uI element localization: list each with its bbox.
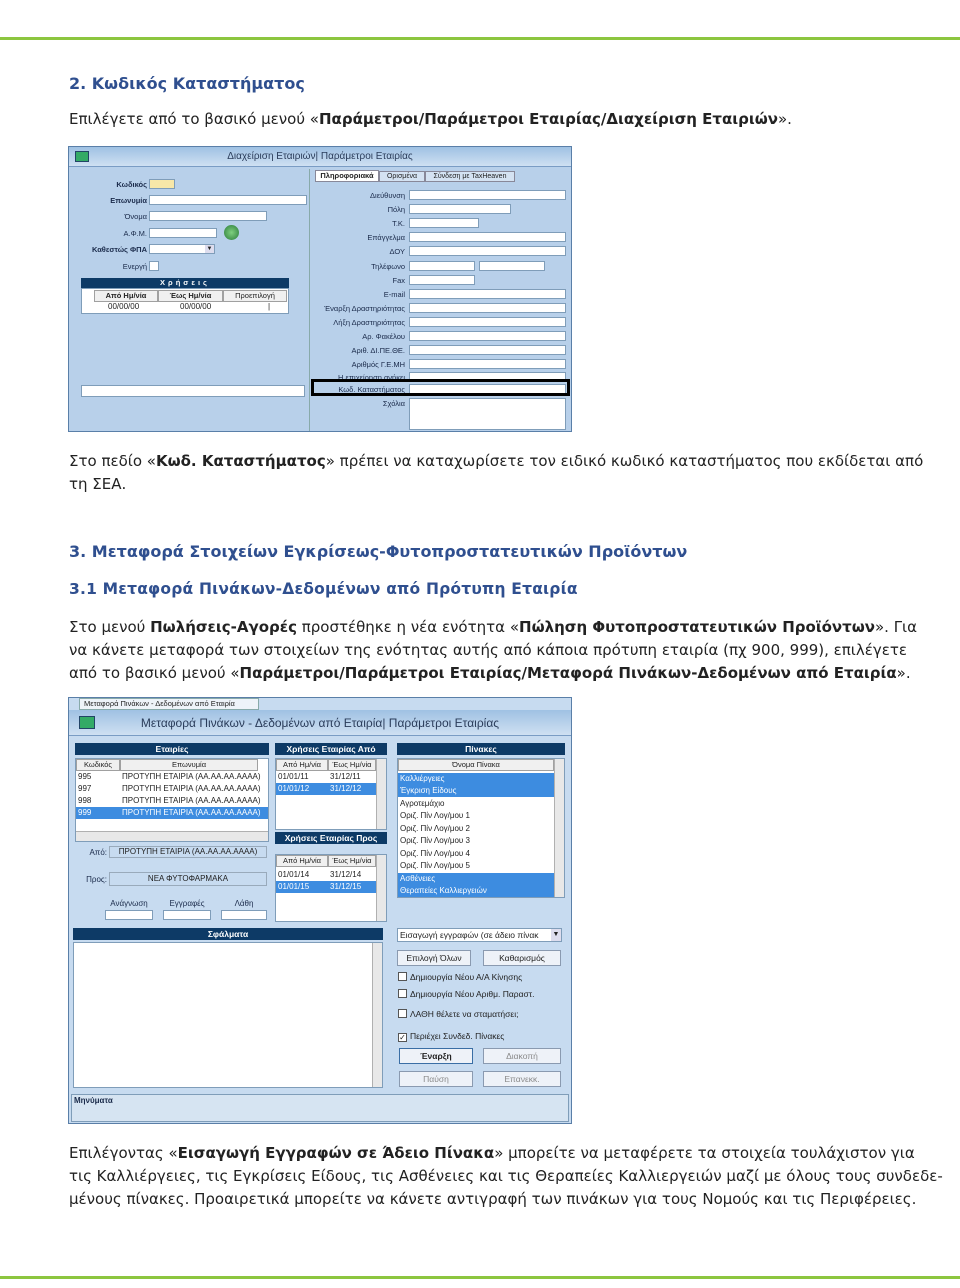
table-row[interactable]: 00/00/00 00/00/00 | — [108, 302, 271, 311]
afm-field[interactable] — [149, 228, 217, 238]
window-title: Μεταφορά Πινάκων - Δεδομένων από Εταιρία| Παράμετροι Εταιρίας — [140, 716, 500, 730]
linked-tables-checkbox[interactable]: ✓ Περιέχει Συνδεδ. Πίνακες — [399, 1031, 505, 1042]
table-row[interactable]: Οριζ. Πίν Λογ/μου 1 — [400, 811, 470, 820]
top-rule — [0, 37, 960, 40]
window-titlebar — [69, 147, 571, 167]
pause-button[interactable]: Παύση — [399, 1071, 473, 1087]
globe-icon[interactable] — [224, 225, 239, 240]
col-default: Προεπιλογή — [223, 290, 287, 302]
col-name: Επωνυμία — [120, 759, 258, 771]
col-to-date: Έως Ημ/νία — [328, 855, 376, 867]
transfer-tables-window — [68, 697, 572, 1124]
section3-paragraph-line1: Στο μενού Πωλήσεις-Αγορές προστέθηκε η νέα ενότητα «Πώληση Φυτοπροστατευτικών Προϊόντων». Για — [69, 618, 918, 636]
years-header: Χρήσεις — [81, 278, 289, 288]
tab-defined[interactable]: Ορισμένα — [379, 171, 425, 182]
start-button[interactable]: Έναρξη — [399, 1048, 473, 1064]
vat-regime-select[interactable] — [149, 244, 215, 254]
select-all-button[interactable]: Επιλογή Όλων — [397, 950, 471, 966]
stop-on-errors-checkbox[interactable]: ΛΑΘΗ θέλετε να σταματήσει; — [398, 1009, 518, 1020]
tax-office-field[interactable] — [409, 246, 566, 256]
start-date-field[interactable] — [409, 303, 566, 313]
table-row[interactable]: 01/01/11 31/12/11 — [278, 772, 361, 781]
tab-info[interactable]: Πληροφοριακά — [315, 170, 379, 182]
closing-line1: Επιλέγοντας «Εισαγωγή Εγγραφών σε Άδειο Πίνακα» μπορείτε να μεταφέρετε τα στοιχεία τουλάχιστον για — [69, 1144, 915, 1162]
new-movement-checkbox[interactable]: Δημιουργία Νέου Α/Α Κίνησης — [398, 972, 522, 983]
profession-field[interactable] — [409, 232, 566, 242]
fax-field[interactable] — [409, 275, 475, 285]
label-city: Πόλη — [387, 205, 405, 214]
window-titlebar — [69, 710, 571, 736]
end-date-field[interactable] — [409, 317, 566, 327]
label-errors: Λάθη — [234, 899, 254, 908]
checkbox-box — [398, 972, 407, 981]
mode-select-value: Εισαγωγή εγγραφών (σε άδειο πίνακ — [400, 930, 539, 940]
read-counter — [105, 910, 153, 920]
col-code: Κωδικός — [76, 759, 120, 771]
to-company-field: ΝΕΑ ΦΥΤΟΦΑΡΜΑΚΑ — [109, 872, 267, 886]
from-company-field: ΠΡΟΤΥΠΗ ΕΤΑΙΡΙΑ (ΑΑ.ΑΑ.ΑΑ.ΑΑΑΑ) — [109, 846, 267, 858]
years-from-header: Χρήσεις Εταιρίας Από — [275, 743, 387, 755]
bottom-rule — [0, 1276, 960, 1279]
table-row[interactable]: 998 ΠΡΟΤΥΠΗ ΕΤΑΙΡΙΑ (ΑΑ.ΑΑ.ΑΑ.ΑΑΑΑ) — [78, 796, 261, 805]
store-code-highlight — [311, 379, 570, 396]
years-grid — [81, 288, 289, 314]
status-field — [81, 385, 305, 397]
col-to-date: Έως Ημ/νία — [158, 290, 223, 302]
section3-paragraph-line2: να κάνετε μεταφορά των στοιχείων της ενότητας αυτής από κάποια πρότυπη εταιρία (πχ 900, 999), επιλέγετε — [69, 641, 907, 659]
errors-header: Σφάλματα — [73, 928, 383, 940]
label-tax-office: ΔΟΥ — [389, 247, 405, 256]
city-field[interactable] — [409, 204, 511, 214]
label-email: E-mail — [383, 290, 405, 299]
label-gemi: Αριθμός Γ.Ε.ΜΗ — [351, 360, 405, 369]
companies-grid — [75, 758, 269, 842]
label-postcode: Τ.Κ. — [392, 219, 405, 228]
name-field[interactable] — [149, 195, 307, 205]
label-active: Ενεργή — [122, 262, 147, 271]
messages-panel — [71, 1094, 569, 1122]
check-icon: ✓ — [399, 1033, 406, 1042]
table-row-selected[interactable]: Θεραπείες Καλλιεργειών — [398, 885, 554, 897]
label-read: Ανάγνωση — [110, 899, 148, 908]
col-from-date: Από Ημ/νία — [276, 759, 328, 771]
vertical-scrollbar[interactable] — [376, 759, 386, 829]
table-row[interactable]: 995 ΠΡΟΤΥΠΗ ΕΤΑΙΡΙΑ (ΑΑ.ΑΑ.ΑΑ.ΑΑΑΑ) — [78, 772, 261, 781]
label-file-number: Αρ. Φακέλου — [362, 332, 405, 341]
label-name: Επωνυμία — [110, 196, 147, 205]
comments-field[interactable] — [409, 398, 566, 430]
label-phone: Τηλέφωνο — [371, 262, 405, 271]
short-name-field[interactable] — [149, 211, 267, 221]
dipethe-field[interactable] — [409, 345, 566, 355]
records-counter — [163, 910, 211, 920]
table-row[interactable]: Οριζ. Πίν Λογ/μου 3 — [400, 836, 470, 845]
clear-button[interactable]: Καθαρισμός — [483, 950, 561, 966]
table-row[interactable]: Οριζ. Πίν Λογ/μου 5 — [400, 861, 470, 870]
checkbox-box — [398, 989, 407, 998]
horizontal-scrollbar[interactable] — [76, 831, 268, 841]
phone-field[interactable] — [409, 261, 475, 271]
label-dipethe: Αριθ. ΔΙ.ΠΕ.ΘΕ. — [351, 346, 405, 355]
section2-after: Στο πεδίο «Κωδ. Καταστήματος» πρέπει να καταχωρίσετε τον ειδικό κωδικό καταστήματος που εκδίδεται από — [69, 452, 924, 470]
table-row[interactable]: 997 ΠΡΟΤΥΠΗ ΕΤΑΙΡΙΑ (ΑΑ.ΑΑ.ΑΑ.ΑΑΑΑ) — [78, 784, 261, 793]
table-row-selected[interactable]: Έγκριση Είδους — [398, 785, 554, 797]
window-tab[interactable]: Μεταφορά Πινάκων - Δεδομένων από Εταιρία — [79, 698, 259, 710]
vertical-scrollbar[interactable] — [554, 759, 564, 897]
section2-heading: 2. Κωδικός Καταστήματος — [69, 74, 305, 93]
col-from-date: Από Ημ/νία — [94, 290, 158, 302]
label-afm: Α.Φ.Μ. — [123, 229, 147, 238]
table-row[interactable]: Οριζ. Πίν Λογ/μου 4 — [400, 849, 470, 858]
label-records: Εγγραφές — [169, 899, 205, 908]
table-row-selected[interactable]: Καλλιέργειες — [398, 773, 554, 785]
section3-heading: 3. Μεταφορά Στοιχείων Εγκρίσεως-Φυτοπροστατευτικών Προϊόντων — [69, 542, 688, 561]
label-comments: Σχόλια — [382, 399, 405, 408]
resume-button[interactable]: Επανεκκ. — [483, 1071, 561, 1087]
col-to-date: Έως Ημ/νία — [328, 759, 376, 771]
mode-select[interactable] — [397, 928, 562, 942]
closing-line2: τις Καλλιέργειες, τις Εγκρίσεις Είδους, τις Ασθένειες και τις Θεραπείες Καλλιεργειών μαζί με όλους τους συνδεδε- — [69, 1167, 943, 1185]
chevron-down-icon: ▼ — [551, 929, 561, 941]
table-row-selected[interactable]: 999 ΠΡΟΤΥΠΗ ΕΤΑΙΡΙΑ (ΑΑ.ΑΑ.ΑΑ.ΑΑΑΑ) — [76, 807, 268, 819]
chevron-down-icon: ▼ — [206, 246, 213, 252]
tab-taxheaven[interactable]: Σύνδεση με TaxHeaven — [425, 171, 515, 182]
section3-subheading: 3.1 Μεταφορά Πινάκων-Δεδομένων από Πρότυπη Εταιρία — [69, 580, 578, 598]
tables-header: Πίνακες — [397, 743, 565, 755]
table-row-selected[interactable]: 01/01/12 31/12/12 — [276, 783, 376, 795]
tables-grid — [397, 758, 565, 898]
years-to-grid — [275, 854, 387, 922]
years-from-grid — [275, 758, 387, 830]
label-vat-regime: Καθεστώς ΦΠΑ — [91, 245, 147, 254]
code-field[interactable] — [149, 179, 175, 189]
label-to: Προς: — [86, 875, 107, 884]
section2-intro: Επιλέγετε από το βασικό μενού «Παράμετροι/Παράμετροι Εταιρίας/Διαχείριση Εταιριών». — [69, 110, 792, 128]
section2-after-line2: τη ΣΕΑ. — [69, 475, 127, 493]
label-short-name: Όνομα — [124, 212, 147, 221]
table-row-selected[interactable]: Ασθένειες — [398, 873, 554, 885]
col-table-name: Όνομα Πίνακα — [398, 759, 554, 771]
closing-line3: μένους πίνακες. Προαιρετικά μπορείτε να κάνετε αντιγραφή των πινάκων για τους Νομούς και τις Περιφέρειες. — [69, 1190, 917, 1208]
messages-label: Μηνύματα — [74, 1096, 113, 1105]
address-field[interactable] — [409, 190, 566, 200]
table-row[interactable]: Αγροτεμάχιο — [400, 799, 445, 808]
label-profession: Επάγγελμα — [367, 233, 405, 242]
companies-header: Εταιρίες — [75, 743, 269, 755]
table-row-selected[interactable]: 01/01/15 31/12/15 — [276, 881, 376, 893]
vertical-scrollbar[interactable] — [376, 855, 386, 921]
label-end-date: Λήξη Δραστηριότητας — [333, 318, 405, 327]
label-start-date: Έναρξη Δραστηριότητας — [324, 304, 405, 313]
errors-counter — [221, 910, 267, 920]
years-to-header: Χρήσεις Εταιρίας Προς — [275, 832, 387, 844]
company-management-window — [68, 146, 572, 432]
label-code: Κωδικός — [116, 180, 147, 189]
table-row[interactable]: 01/01/14 31/12/14 — [278, 870, 362, 879]
file-number-field[interactable] — [409, 331, 566, 341]
phone2-field[interactable] — [479, 261, 545, 271]
table-row[interactable]: Οριζ. Πίν Λογ/μου 2 — [400, 824, 470, 833]
errors-list — [73, 942, 383, 1088]
label-from: Από: — [89, 848, 107, 857]
email-field[interactable] — [409, 289, 566, 299]
label-address: Διεύθυνση — [370, 191, 405, 200]
label-store-code: Κωδ. Καταστήματος — [338, 385, 405, 394]
gemi-field[interactable] — [409, 359, 566, 369]
section3-paragraph-line3: από το βασικό μενού «Παράμετροι/Παράμετροι Εταιρίας/Μεταφορά Πινάκων-Δεδομένων από Εταιρία». — [69, 664, 911, 682]
col-from-date: Από Ημ/νία — [276, 855, 328, 867]
new-doc-number-checkbox[interactable]: Δημιουργία Νέου Αριθμ. Παραστ. — [398, 989, 535, 1000]
postcode-field[interactable] — [409, 218, 479, 228]
active-checkbox[interactable] — [149, 261, 159, 271]
label-fax: Fax — [392, 276, 405, 285]
checkbox-box — [398, 1009, 407, 1018]
window-title: Διαχείριση Εταιριών| Παράμετροι Εταιρίας — [227, 151, 413, 162]
vertical-scrollbar[interactable] — [372, 943, 382, 1087]
label-belongs: Η επιχείρηση ανήκει — [338, 373, 405, 382]
stop-button[interactable]: Διακοπή — [483, 1048, 561, 1064]
